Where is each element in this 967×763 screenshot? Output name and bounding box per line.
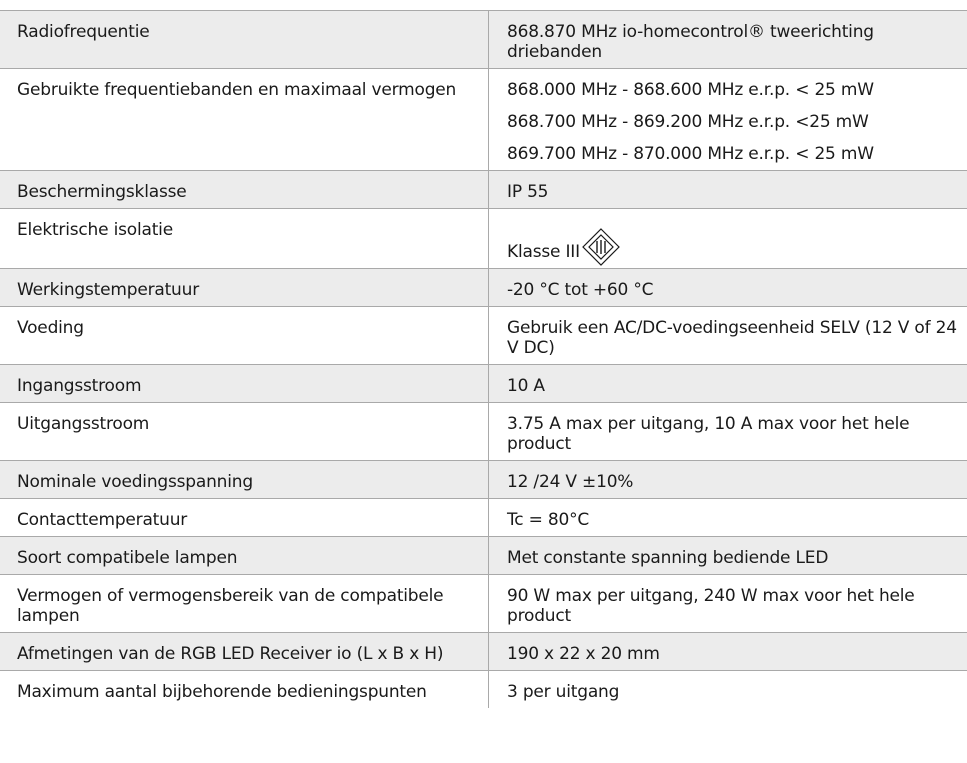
spec-value: -20 °C tot +60 °C: [489, 269, 967, 307]
spec-value: Klasse III: [507, 242, 580, 262]
spec-row-ingangsstroom: [0, 365, 967, 403]
spec-value: Met constante spanning bediende LED: [489, 537, 967, 575]
spec-value-cell: [489, 209, 967, 269]
spec-row-werkingstemperatuur: [0, 269, 967, 307]
spec-label: Soort compatibele lampen: [0, 537, 489, 575]
spec-label: Uitgangsstroom: [0, 403, 489, 461]
spec-value: Tc = 80°C: [489, 499, 967, 537]
spec-row-frequentiebanden: [0, 69, 967, 171]
spec-value: IP 55: [489, 171, 967, 209]
spec-label: Ingangsstroom: [0, 365, 489, 403]
spec-label: Elektrische isolatie: [0, 209, 489, 269]
spec-row-vermogen: [0, 575, 967, 633]
class-3-value: [507, 228, 620, 262]
spec-value: 868.870 MHz io-homecontrol® tweerichting driebanden: [489, 11, 967, 69]
spec-row-radiofrequentie: [0, 11, 967, 69]
spec-label: Beschermingsklasse: [0, 171, 489, 209]
spec-label: Contacttemperatuur: [0, 499, 489, 537]
spec-row-voeding: [0, 307, 967, 365]
spec-value: 3.75 A max per uitgang, 10 A max voor het hele product: [489, 403, 967, 461]
spec-label: Maximum aantal bijbehorende bedieningspunten: [0, 671, 489, 709]
spec-row-nominale-voedingsspanning: [0, 461, 967, 499]
spec-label: Werkingstemperatuur: [0, 269, 489, 307]
spec-value: 869.700 MHz - 870.000 MHz e.r.p. < 25 mW: [507, 144, 874, 164]
spec-label: Afmetingen van de RGB LED Receiver io (L x B x H): [0, 633, 489, 671]
spec-row-compatibele-lampen: [0, 537, 967, 575]
spec-row-bedieningspunten: [0, 671, 967, 709]
class-3-insulation-icon: [582, 228, 620, 266]
spec-row-uitgangsstroom: [0, 403, 967, 461]
spec-value: Gebruik een AC/DC-voedingseenheid SELV (12 V of 24 V DC): [489, 307, 967, 365]
spec-row-elektrische-isolatie: [0, 209, 967, 269]
spec-value: 868.000 MHz - 868.600 MHz e.r.p. < 25 mW: [507, 80, 874, 100]
spec-value-list: [489, 69, 967, 171]
spec-label: Voeding: [0, 307, 489, 365]
spec-value: 10 A: [489, 365, 967, 403]
spec-label: Nominale voedingsspanning: [0, 461, 489, 499]
spec-value: 3 per uitgang: [489, 671, 967, 709]
spec-value: 190 x 22 x 20 mm: [489, 633, 967, 671]
spec-row-contacttemperatuur: [0, 499, 967, 537]
specifications-table: [0, 10, 967, 708]
spec-value: 868.700 MHz - 869.200 MHz e.r.p. <25 mW: [507, 112, 869, 132]
spec-row-beschermingsklasse: [0, 171, 967, 209]
spec-label: Gebruikte frequentiebanden en maximaal vermogen: [0, 69, 489, 171]
spec-label: Vermogen of vermogensbereik van de compatibele lampen: [0, 575, 489, 633]
spec-value: 12 /24 V ±10%: [489, 461, 967, 499]
spec-value: 90 W max per uitgang, 240 W max voor het hele product: [489, 575, 967, 633]
spec-row-afmetingen: [0, 633, 967, 671]
spec-label: Radiofrequentie: [0, 11, 489, 69]
